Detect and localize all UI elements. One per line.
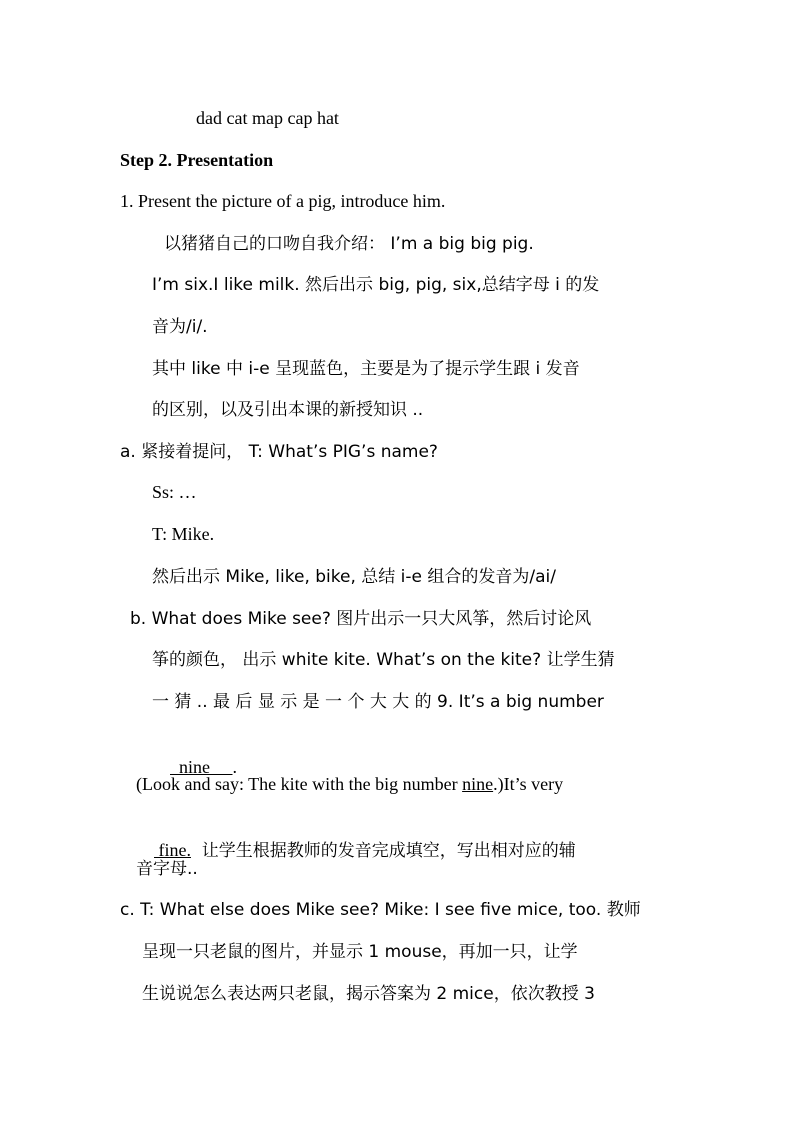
paragraph-line xyxy=(142,981,595,1006)
mixed-text: b. What does Mike see? 图片出示一只大风筝，然后讨论风 xyxy=(130,609,592,629)
mixed-text: 音为/i/. xyxy=(152,317,208,337)
paragraph-line: T: Mike. xyxy=(152,524,215,544)
paragraph-line: Ss: … xyxy=(152,482,197,502)
mixed-text: I’m six.I like milk. 然后出示 big, pig, six,总结字母 i 的发 xyxy=(152,275,600,295)
paragraph-line xyxy=(152,647,615,672)
fill-blank-answer: nine xyxy=(170,757,233,777)
mixed-text: 音字母.. xyxy=(136,859,198,879)
paragraph-line xyxy=(120,439,438,464)
mixed-text: 一 猜 .. 最 后 显 示 是 一 个 大 大 的 9. It’s a big number xyxy=(152,692,604,712)
mixed-text: a. 紧接着提问， T: What’s PIG’s name? xyxy=(120,442,438,462)
paragraph-line xyxy=(152,356,580,381)
mixed-text: c. T: What else does Mike see? Mike: I see five mice, too. 教师 xyxy=(120,900,641,920)
mixed-text: 让学生根据教师的发音完成填空，写出相对应的辅 xyxy=(190,841,576,861)
underlined-word: fine. xyxy=(154,840,191,860)
word-list: dad cat map cap hat xyxy=(196,108,339,128)
mixed-text: 其中 like 中 i-e 呈现蓝色，主要是为了提示学生跟 i 发音 xyxy=(152,359,580,379)
step-heading: Step 2. Presentation xyxy=(120,150,274,170)
paragraph-line xyxy=(130,606,591,631)
text-segment: (Look and say: The kite with the big number xyxy=(136,774,463,794)
paragraph-line xyxy=(152,689,604,714)
mixed-text: 然后出示 Mike, like, bike, 总结 i-e 组合的发音为/ai/ xyxy=(152,567,556,587)
paragraph-line: 1. Present the picture of a pig, introduce him. xyxy=(120,191,446,211)
paragraph-line xyxy=(152,314,208,339)
mixed-text: 生说说怎么表达两只老鼠，揭示答案为 2 mice，依次教授 3 xyxy=(142,984,595,1004)
paragraph-line xyxy=(136,814,576,887)
paragraph-line xyxy=(136,856,198,881)
paragraph-line xyxy=(142,939,578,964)
paragraph-line xyxy=(120,897,641,922)
paragraph-line xyxy=(164,231,534,256)
paragraph-line xyxy=(152,272,599,297)
mixed-text: 筝的颜色， 出示 white kite. What’s on the kite? 让学生猜 xyxy=(152,650,615,670)
mixed-text: 呈现一只老鼠的图片，并显示 1 mouse，再加一只，让学 xyxy=(142,942,578,962)
paragraph-line xyxy=(152,397,423,422)
paragraph-line xyxy=(152,564,556,589)
mixed-text: 的区别，以及引出本课的新授知识 .. xyxy=(152,400,424,420)
period: . xyxy=(232,757,237,777)
underlined-word: nine xyxy=(462,774,494,794)
paragraph-line xyxy=(136,772,563,796)
mixed-text: 以猪猪自己的口吻自我介绍： I’m a big big pig. xyxy=(164,234,534,254)
text-segment: .)It’s very xyxy=(493,774,564,794)
